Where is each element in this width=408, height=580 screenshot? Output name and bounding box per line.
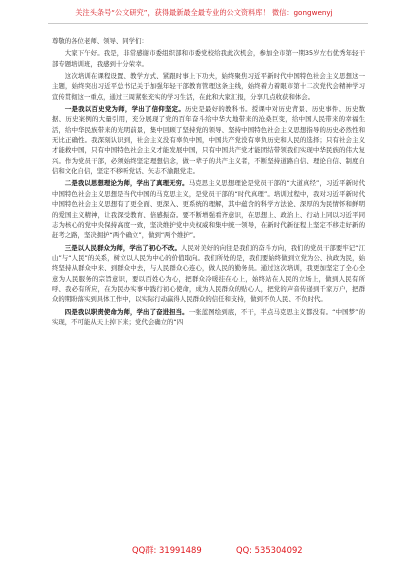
paragraph-intro: 这次培训在课程设置、教学方式、紧跟时事上下功夫，始终聚焦习近平新时代中国特色社会主义思想这一主题，始终突出习近平总书记关于加强年轻干部教育管理这条主线，始终着力着眼市第十二次党代会精神学习宣传贯彻这一重点，通过三周紧张充实的学习生活，在此和大家汇报，分享几点收获和体会。 (52, 72, 365, 101)
qq-number-label: QQ: 535304092 (236, 545, 303, 555)
paragraph-section-3 (52, 243, 365, 305)
section-3-heading: 三是以人民群众为师，学出了初心不改。 (64, 243, 181, 252)
footer-contact (0, 543, 408, 557)
header-divider (48, 23, 368, 24)
paragraph-section-4 (52, 307, 365, 328)
header-banner: 关注头条号“公文研究”，获得最新最全最专业的公文资料库！ 微信：gongwenyj (75, 8, 333, 17)
section-4-text: 一张蓝图绘到底，不干，半点马克思主义都没有。“中国梦”的实现，不可能从天上掉下来；党代会确立的“四 (52, 307, 365, 326)
section-3-text: 人民对美好的向往是我们的奋斗方向，我们的党员干部要牢记“江山”与“人民”的关系，树立以人民为中心的价值取向。我们所处的是，我们要始终做到立党为公、执政为民，始终坚持从群众中来、到群众中去，与人民群众心连心，做人民的勤务员。通过这次培训，我更加坚定了全心全意为人民服务的宗旨意识，要以百姓心为心，把群众冷暖挂在心上，始终站在人民的立场上，做到人民有所呼、我必有所应，在为民办实事中践行初心使命，成为人民群众的贴心人，把党的声音传递到千家万户，把群众的期盼落实到具体工作中，以实际行动赢得人民群众的信任和支持，做到不负人民、不负时代。 (52, 243, 365, 304)
paragraph-section-1 (52, 104, 365, 176)
section-1-heading: 一是我以百史党为师，学出了信仰坚定。 (64, 105, 185, 114)
document-body (52, 36, 365, 536)
paragraph-section-2 (52, 178, 365, 240)
section-1-text: 历史是最好的教科书。授课中对历史背景、历史事件、历史数据、历史案例的大量引用，充分展现了党的百年奋斗给中华大地带来的沧桑巨变，给中国人民带来的幸福生活，给中华民族带来的光明前景，集中回顾了坚持党的领导、坚持中国特色社会主义思想指导的历史必然性和无比正确性。我深刻认识到，社会主义没有辜负中国，中国共产党没有辜负历史和人民的选择；只有社会主义才能救中国，只有中国特色社会主义才能发展中国，只有中国共产党才能团结带领我们实现中华民族的伟大复兴。作为党员干部，必须始终坚定理想信念，做一辈子的共产主义者，不断坚持道路自信、理论自信、制度自信和文化自信，坚定不移听党话、矢志不渝跟党走。 (52, 105, 365, 176)
section-4-heading: 四是我以职责使命为师，学出了奋进担当。 (64, 307, 189, 316)
salutation: 尊敬的各位老师、领导、同学们： (52, 37, 148, 45)
paragraph-greeting: 大家下午好。我是，非常感谢市委组织部和市委党校给我此次机会，参加全市第一期35岁左右优秀年轻干部专题培训班，我感到十分荣幸。 (52, 49, 365, 68)
qq-group-label: QQ群: 31991489 (132, 545, 202, 555)
section-2-text: 马克思主义思想理论是党员干部的“大道真经”，习近平新时代中国特色社会主义思想是当代中国的马克思主义，是党员干部的“时代真理”。培训过程中，我对习近平新时代中国特色社会主义思想有了更全面、更深入、更系统的理解，其中蕴含的科学方法论、深厚的为民情怀和鲜明的爱国主义精神，让我深受教育、倍感振奋。要不断增强看齐意识，在思想上、政治上、行动上同以习近平同志为核心的党中央保持高度一致，坚决维护党中央权威和集中统一领导，在新时代新征程上坚定不移走好新的赶考之路，坚决拥护“两个确立”，做到“两个维护”。 (52, 179, 365, 240)
section-2-heading: 二是我以思想理论为师，学出了真理无穷。 (64, 179, 189, 188)
